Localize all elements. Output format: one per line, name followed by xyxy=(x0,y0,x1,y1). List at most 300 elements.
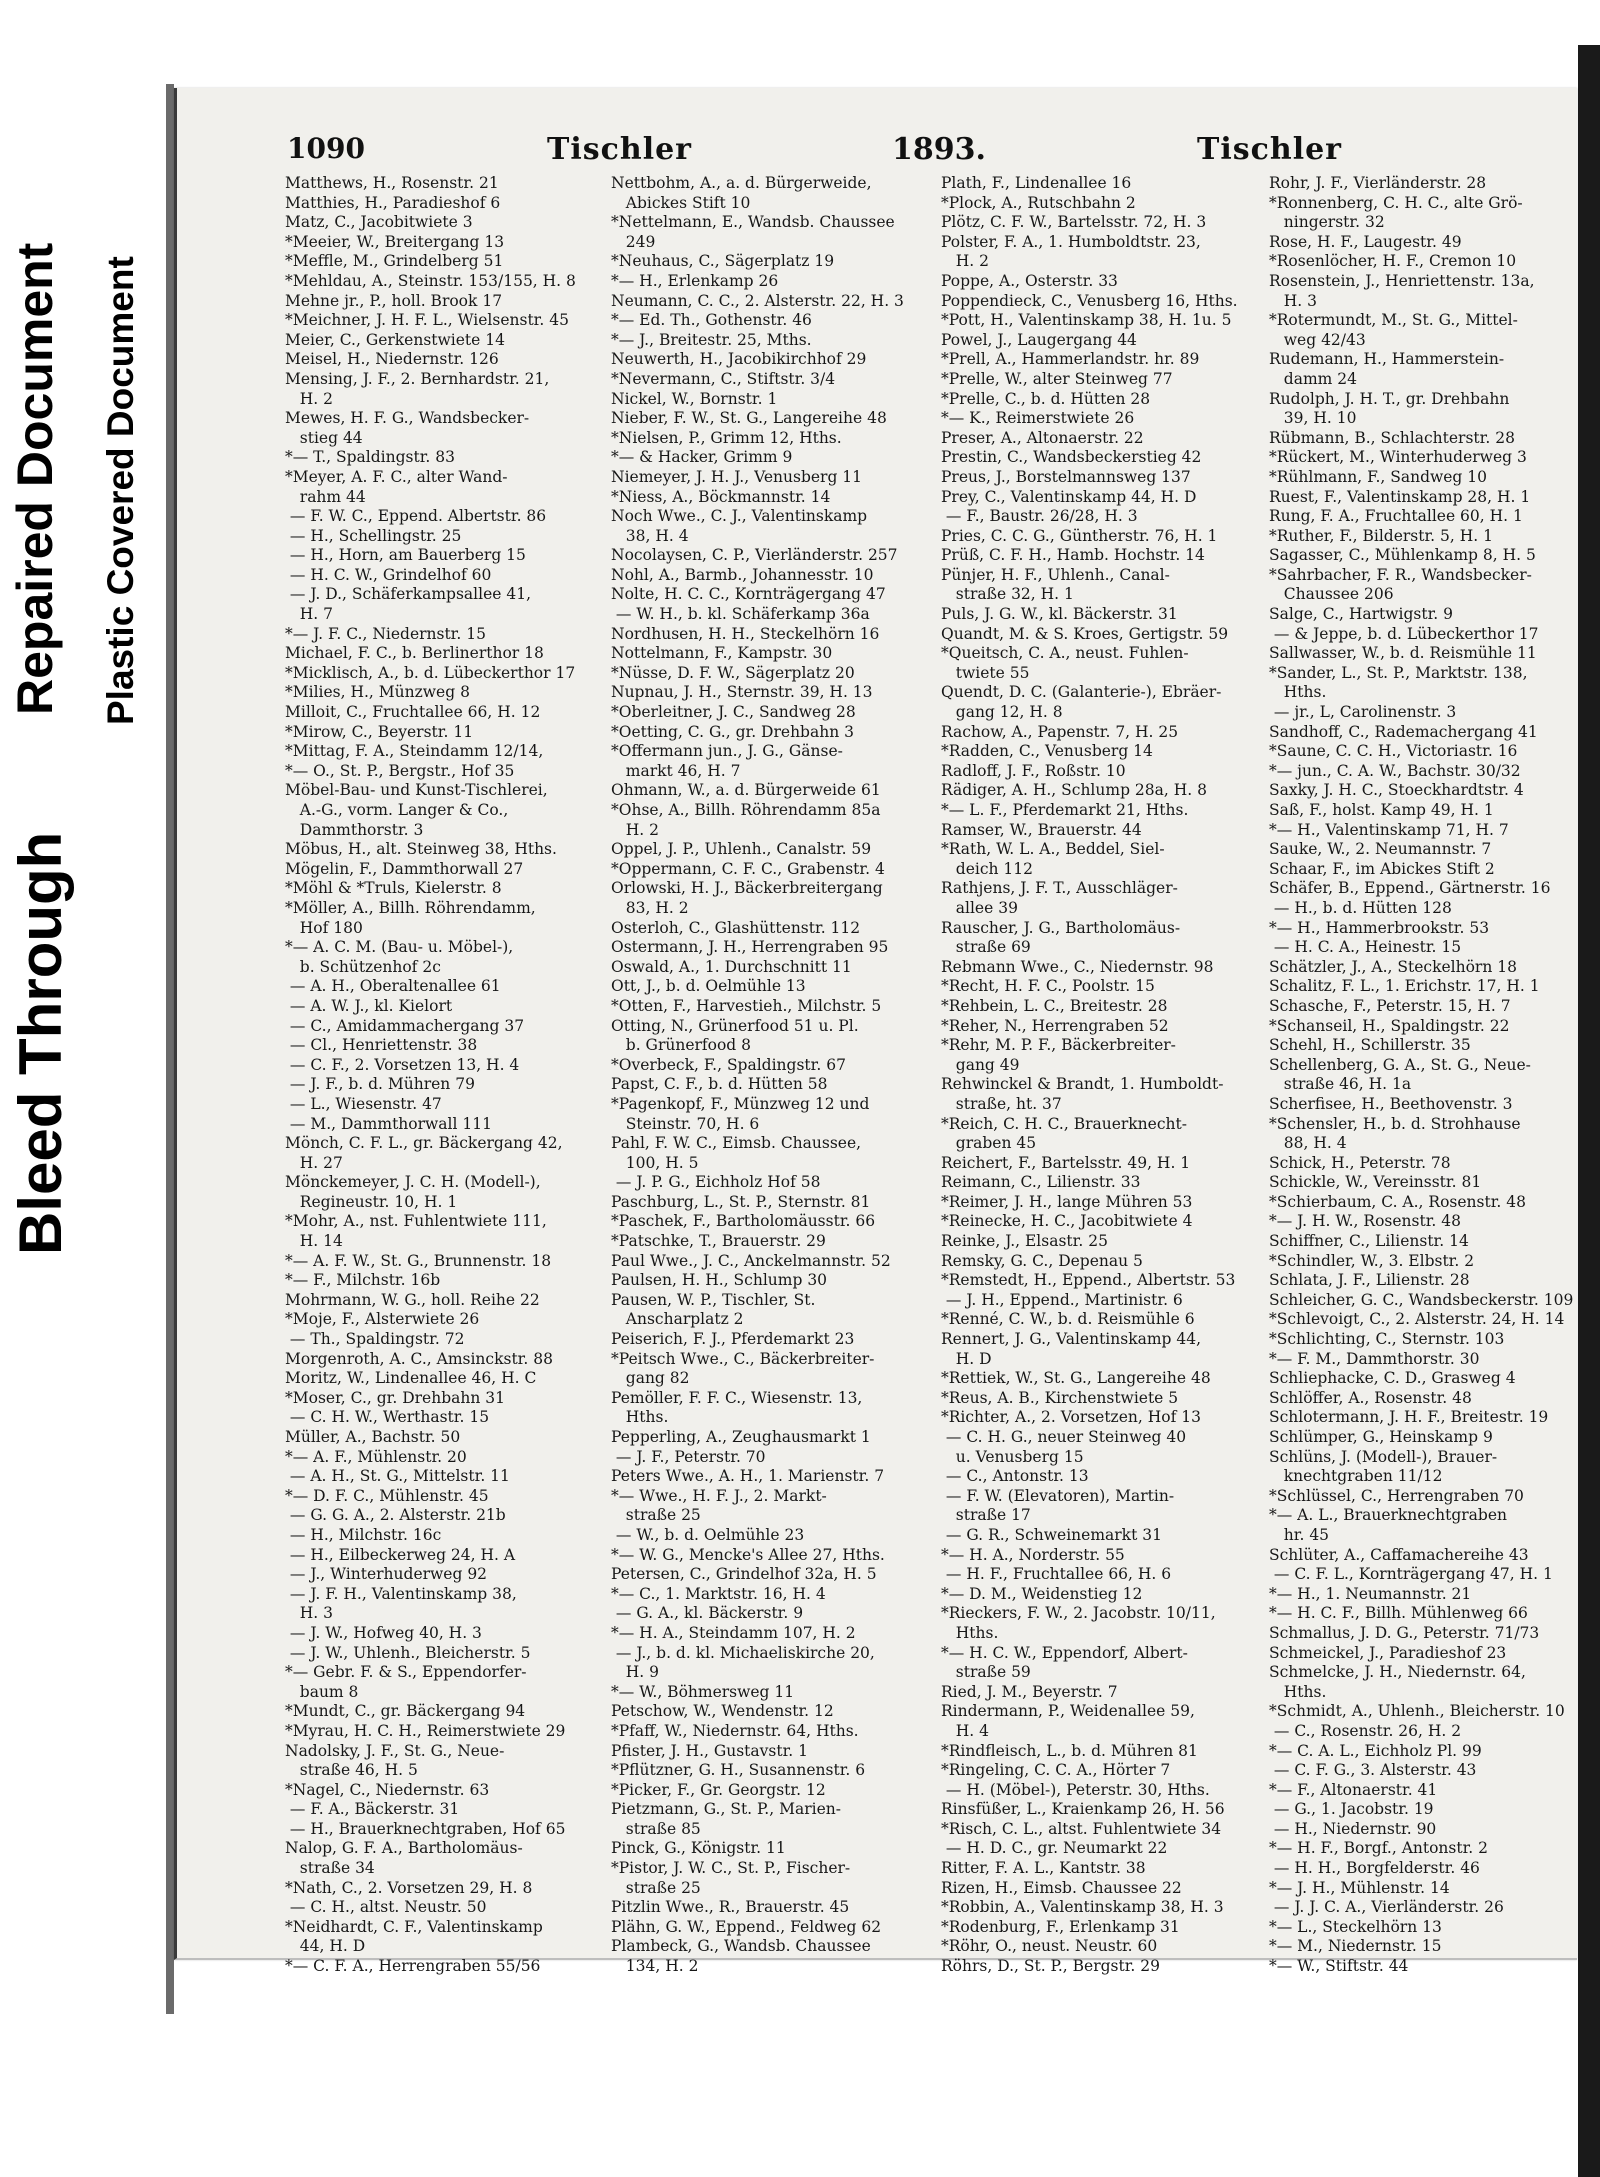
directory-entry: *Schanseil, H., Spaldingstr. 22 xyxy=(1269,1016,1510,1035)
directory-entry: *Nettelmann, E., Wandsb. Chaussee xyxy=(611,213,895,232)
directory-entry: *Saune, C. C. H., Victoriastr. 16 xyxy=(1269,742,1518,761)
directory-entry: Pitzlin Wwe., R., Brauerstr. 45 xyxy=(611,1898,850,1917)
directory-entry: — J. W., Uhlenh., Bleicherstr. 5 xyxy=(285,1643,531,1662)
directory-entry: — C. H., altst. Neustr. 50 xyxy=(285,1898,487,1917)
directory-entry: — jr., L, Carolinenstr. 3 xyxy=(1269,703,1457,722)
directory-entry: — J. J. C. A., Vierländerstr. 26 xyxy=(1269,1898,1504,1917)
directory-entry: *Prell, A., Hammerlandstr. hr. 89 xyxy=(941,350,1200,369)
directory-entry: 44, H. D xyxy=(285,1937,366,1956)
directory-entry: *— M., Niedernstr. 15 xyxy=(1269,1937,1442,1956)
directory-entry: H. 2 xyxy=(611,820,660,839)
directory-entry: — J. F. H., Valentinskamp 38, xyxy=(285,1584,517,1603)
directory-entry: Saß, F., holst. Kamp 49, H. 1 xyxy=(1269,801,1494,819)
directory-page xyxy=(174,88,1577,1976)
directory-entry: Rudolph, J. H. T., gr. Drehbahn xyxy=(1269,389,1510,408)
directory-entry: Schiffner, C., Lilienstr. 14 xyxy=(1269,1232,1469,1251)
directory-entry: Pinck, G., Königstr. 11 xyxy=(611,1839,786,1858)
directory-entry: H. 9 xyxy=(611,1663,660,1682)
directory-entry: *— A. F. W., St. G., Brunnenstr. 18 xyxy=(285,1251,552,1270)
directory-entry: Petschow, W., Wendenstr. 12 xyxy=(611,1702,834,1721)
directory-entry: Mensing, J. F., 2. Bernhardstr. 21, xyxy=(285,369,550,388)
directory-entry: — H., Horn, am Bauerberg 15 xyxy=(285,546,526,565)
directory-entry: *— H., Erlenkamp 26 xyxy=(611,271,779,290)
directory-entry: *Mohr, A., nst. Fuhlentwiete 111, xyxy=(285,1212,547,1231)
directory-entry: *Radden, C., Venusberg 14 xyxy=(941,742,1153,761)
directory-entry: Abickes Stift 10 xyxy=(611,193,751,212)
directory-entry: Hths. xyxy=(941,1623,999,1642)
directory-entry: — Th., Spaldingstr. 72 xyxy=(285,1330,465,1349)
directory-entry: 134, H. 2 xyxy=(611,1957,699,1976)
directory-entry: Peiserich, F. J., Pferdemarkt 23 xyxy=(611,1330,855,1349)
directory-entry: Paul Wwe., J. C., Anckelmannstr. 52 xyxy=(611,1251,891,1270)
directory-entry: Paschburg, L., St. P., Sternstr. 81 xyxy=(611,1192,871,1211)
directory-entry: H. 7 xyxy=(285,605,334,624)
directory-entry: *Nagel, C., Niedernstr. 63 xyxy=(285,1780,490,1799)
directory-entry: straße 69 xyxy=(941,938,1031,957)
directory-entry: Orlowski, H. J., Bäckerbreitergang xyxy=(611,879,883,898)
directory-entry: *Nath, C., 2. Vorsetzen 29, H. 8 xyxy=(285,1878,533,1897)
directory-entry: *Pfaff, W., Niedernstr. 64, Hths. xyxy=(611,1721,859,1740)
directory-entry: straße 32, H. 1 xyxy=(941,585,1074,604)
directory-entry: straße 46, H. 5 xyxy=(285,1761,418,1780)
directory-entry: *— A. F., Mühlenstr. 20 xyxy=(285,1447,467,1466)
directory-entry: Pemöller, F. F. C., Wiesenstr. 13, xyxy=(611,1388,863,1407)
directory-entry: — A. W. J., kl. Kielort xyxy=(285,996,453,1015)
directory-entry: *Rettiek, W., St. G., Langereihe 48 xyxy=(941,1369,1211,1388)
directory-entry: straße 85 xyxy=(611,1819,701,1838)
directory-entry: Ritter, F. A. L., Kantstr. 38 xyxy=(941,1859,1146,1878)
directory-entry: Michael, F. C., b. Berlinerthor 18 xyxy=(285,644,544,663)
directory-entry: — F., Baustr. 26/28, H. 3 xyxy=(941,507,1138,526)
directory-entry: — H., Brauerknechtgraben, Hof 65 xyxy=(285,1819,566,1838)
directory-entry: — F. W. C., Eppend. Albertstr. 86 xyxy=(285,507,547,526)
directory-entry: Matz, C., Jacobitwiete 3 xyxy=(285,213,473,232)
directory-entry: *— J. H. W., Rosenstr. 48 xyxy=(1269,1212,1461,1231)
directory-entry: Ramser, W., Brauerstr. 44 xyxy=(941,820,1142,839)
directory-entry: *Rosenlöcher, H. F., Cremon 10 xyxy=(1269,252,1517,271)
bleed-through-label: Bleed Through xyxy=(7,831,74,1255)
directory-entry: Paulsen, H. H., Schlump 30 xyxy=(611,1271,828,1290)
directory-entry: Nohl, A., Barmb., Johannesstr. 10 xyxy=(611,565,874,584)
directory-entry: Schellenberg, G. A., St. G., Neue- xyxy=(1269,1055,1531,1074)
directory-entry: Schick, H., Peterstr. 78 xyxy=(1269,1153,1451,1172)
directory-entry: *Moje, F., Alsterwiete 26 xyxy=(285,1310,480,1329)
directory-entry: — M., Dammthorwall 111 xyxy=(285,1114,492,1133)
directory-entry: — H. (Möbel-), Peterstr. 30, Hths. xyxy=(941,1780,1210,1799)
directory-entry: — W., b. d. Oelmühle 23 xyxy=(611,1525,805,1544)
directory-entry: Schlümper, G., Heinskamp 9 xyxy=(1269,1428,1493,1446)
directory-entry: H. 14 xyxy=(285,1232,343,1251)
directory-entry: *Meyer, A. F. C., alter Wand- xyxy=(285,467,508,486)
directory-entry: Rudemann, H., Hammerstein- xyxy=(1269,350,1505,369)
directory-entry: — C., Antonstr. 13 xyxy=(941,1467,1089,1486)
directory-entry: Schlotermann, J. H. F., Breitestr. 19 xyxy=(1269,1408,1549,1427)
directory-entry: *— W. G., Mencke's Allee 27, Hths. xyxy=(611,1545,885,1564)
directory-entry: *Reher, N., Herrengraben 52 xyxy=(941,1016,1169,1035)
directory-entry: *Oppermann, C. F. C., Grabenstr. 4 xyxy=(611,859,885,878)
directory-entry: gang 49 xyxy=(941,1055,1020,1074)
directory-entry: Petersen, C., Grindelhof 32a, H. 5 xyxy=(611,1565,877,1584)
directory-entry: *Schmidt, A., Uhlenh., Bleicherstr. 10 xyxy=(1269,1702,1565,1721)
plastic-covered-label: Plastic Covered Document xyxy=(100,256,141,725)
directory-entry: *Renné, C. W., b. d. Reismühle 6 xyxy=(941,1310,1195,1329)
directory-entry: — J., b. d. kl. Michaeliskirche 20, xyxy=(611,1643,875,1662)
directory-entry: Ostermann, J. H., Herrengraben 95 xyxy=(611,938,889,957)
directory-entry: — & Jeppe, b. d. Lübeckerthor 17 xyxy=(1269,624,1539,643)
directory-entry: *Rotermundt, M., St. G., Mittel- xyxy=(1269,311,1518,330)
directory-entry: — H., b. d. Hütten 128 xyxy=(1269,898,1452,917)
directory-entry: Schaar, F., im Abickes Stift 2 xyxy=(1269,859,1495,878)
directory-entry: baum 8 xyxy=(285,1682,359,1701)
directory-entry: *Sander, L., St. P., Marktstr. 138, xyxy=(1269,663,1528,682)
directory-entry: Schliephacke, C. D., Grasweg 4 xyxy=(1269,1369,1516,1388)
directory-entry: — L., Wiesenstr. 47 xyxy=(285,1094,442,1113)
directory-entry: straße 17 xyxy=(941,1506,1031,1525)
directory-entry: *Risch, C. L., altst. Fuhlentwiete 34 xyxy=(941,1819,1222,1838)
directory-entry: Schleicher, G. C., Wandsbeckerstr. 109 xyxy=(1269,1290,1574,1309)
directory-entry: Nadolsky, J. F., St. G., Neue- xyxy=(285,1741,505,1760)
directory-entry: Schmeickel, J., Paradieshof 23 xyxy=(1269,1643,1507,1662)
directory-entry: Sandhoff, C., Rademachergang 41 xyxy=(1269,722,1538,741)
directory-entry: *Overbeck, F., Spaldingstr. 67 xyxy=(611,1055,846,1074)
directory-entry: *Schensler, H., b. d. Strohhause xyxy=(1269,1114,1521,1133)
directory-entry: *Robbin, A., Valentinskamp 38, H. 3 xyxy=(941,1898,1224,1917)
directory-entry: *Oberleitner, J. C., Sandweg 28 xyxy=(611,703,856,722)
directory-entry: straße 25 xyxy=(611,1878,701,1897)
directory-entry: *Mittag, F. A., Steindamm 12/14, xyxy=(285,742,544,761)
directory-entry: Mögelin, F., Dammthorwall 27 xyxy=(285,859,524,878)
directory-entry: Sagasser, C., Mühlenkamp 8, H. 5 xyxy=(1269,546,1536,565)
directory-entry: *— C. F. A., Herrengraben 55/56 xyxy=(285,1957,541,1976)
directory-entry: gang 12, H. 8 xyxy=(941,703,1063,722)
directory-entry: Meier, C., Gerkenstwiete 14 xyxy=(285,330,505,349)
directory-entry: Poppendieck, C., Venusberg 16, Hths. xyxy=(941,291,1238,310)
directory-entry: *— H. C. W., Eppendorf, Albert- xyxy=(941,1643,1188,1662)
directory-entry: *Pott, H., Valentinskamp 38, H. 1u. 5 xyxy=(941,311,1232,330)
directory-entry: — C. F. L., Kornträgergang 47, H. 1 xyxy=(1269,1565,1553,1584)
directory-entry: Schickle, W., Vereinsstr. 81 xyxy=(1269,1173,1482,1192)
directory-entry: *Meichner, J. H. F. L., Wielsenstr. 45 xyxy=(285,311,569,330)
directory-entry: Peters Wwe., A. H., 1. Marienstr. 7 xyxy=(611,1467,885,1486)
directory-entry: Schlata, J. F., Lilienstr. 28 xyxy=(1269,1271,1470,1290)
directory-entry: b. Schützenhof 2c xyxy=(285,957,441,976)
directory-entry: *— H. A., Norderstr. 55 xyxy=(941,1545,1125,1564)
directory-entry: u. Venusberg 15 xyxy=(941,1447,1084,1466)
directory-entry: 88, H. 4 xyxy=(1269,1134,1347,1153)
directory-entry: *Otten, F., Harvestieh., Milchstr. 5 xyxy=(611,996,882,1015)
directory-entry: — J. F., b. d. Mühren 79 xyxy=(285,1075,475,1094)
directory-entry: Nupnau, J. H., Sternstr. 39, H. 13 xyxy=(611,683,873,702)
directory-entry: *— Ed. Th., Gothenstr. 46 xyxy=(611,311,812,330)
directory-entry: Nordhusen, H. H., Steckelhörn 16 xyxy=(611,624,880,643)
directory-entry: *— C., 1. Marktstr. 16, H. 4 xyxy=(611,1584,826,1603)
directory-entry: *Micklisch, A., b. d. Lübeckerthor 17 xyxy=(285,663,576,682)
directory-entry: *Rühlmann, F., Sandweg 10 xyxy=(1269,467,1487,486)
directory-entry: *Picker, F., Gr. Georgstr. 12 xyxy=(611,1780,826,1799)
directory-entry: *— A. L., Brauerknechtgraben xyxy=(1269,1506,1507,1525)
directory-entry: 100, H. 5 xyxy=(611,1153,699,1172)
directory-entry: Hof 180 xyxy=(285,918,363,937)
directory-column-1 xyxy=(285,174,605,1977)
directory-entry: — J. H., Eppend., Martinistr. 6 xyxy=(941,1290,1183,1309)
directory-entry: *— O., St. P., Bergstr., Hof 35 xyxy=(285,761,515,780)
directory-entry: H. 3 xyxy=(1269,291,1318,310)
directory-column-3 xyxy=(941,174,1261,1977)
directory-entry: Hths. xyxy=(1269,1682,1327,1701)
directory-entry: — H., Eilbeckerweg 24, H. A xyxy=(285,1545,516,1564)
directory-entry: *Pagenkopf, F., Münzweg 12 und xyxy=(611,1094,870,1113)
directory-entry: Röhrs, D., St. P., Bergstr. 29 xyxy=(941,1957,1160,1976)
directory-entry: Oppel, J. P., Uhlenh., Canalstr. 59 xyxy=(611,840,872,859)
directory-entry: knechtgraben 11/12 xyxy=(1269,1467,1443,1486)
directory-entry: Rathjens, J. F. T., Ausschläger- xyxy=(941,879,1178,898)
directory-entry: Milloit, C., Fruchtallee 66, H. 12 xyxy=(285,703,541,722)
directory-entry: *Nüsse, D. F. W., Sägerplatz 20 xyxy=(611,663,855,682)
page-number: 1090 xyxy=(287,132,365,165)
directory-entry: *— D. M., Weidenstieg 12 xyxy=(941,1584,1143,1603)
directory-entry: *Nielsen, P., Grimm 12, Hths. xyxy=(611,428,842,447)
directory-entry: Schmelcke, J. H., Niedernstr. 64, xyxy=(1269,1663,1526,1682)
directory-entry: Rosenstein, J., Henriettenstr. 13a, xyxy=(1269,271,1535,290)
directory-entry: *Patschke, T., Brauerstr. 29 xyxy=(611,1232,826,1251)
directory-entry: *Pflützner, G. H., Susannenstr. 6 xyxy=(611,1761,866,1780)
directory-entry: *Reich, C. H. C., Brauerknecht- xyxy=(941,1114,1187,1133)
directory-entry: — W. H., b. kl. Schäferkamp 36a xyxy=(611,605,870,624)
directory-entry: Plambeck, G., Wandsb. Chaussee xyxy=(611,1937,871,1956)
directory-entry: Rung, F. A., Fruchtallee 60, H. 1 xyxy=(1269,507,1523,526)
directory-entry: *Mundt, C., gr. Bäckergang 94 xyxy=(285,1702,526,1721)
directory-entry: *Nevermann, C., Stiftstr. 3/4 xyxy=(611,369,836,388)
directory-entry: *Rodenburg, F., Erlenkamp 31 xyxy=(941,1917,1180,1936)
directory-entry: *Rindfleisch, L., b. d. Mühren 81 xyxy=(941,1741,1198,1760)
directory-entry: Nottelmann, F., Kampstr. 30 xyxy=(611,644,833,663)
directory-entry: Mehne jr., P., holl. Brook 17 xyxy=(285,291,503,310)
directory-entry: *Schlüssel, C., Herrengraben 70 xyxy=(1269,1486,1524,1505)
directory-entry: Hths. xyxy=(611,1408,669,1427)
directory-entry: gang 82 xyxy=(611,1369,690,1388)
directory-entry: straße 25 xyxy=(611,1506,701,1525)
directory-entry: Powel, J., Laugergang 44 xyxy=(941,330,1137,349)
directory-entry: Möbel-Bau- und Kunst-Tischlerei, xyxy=(285,781,548,800)
directory-entry: *Ringeling, C. C. A., Hörter 7 xyxy=(941,1761,1171,1780)
directory-entry: straße, ht. 37 xyxy=(941,1094,1062,1113)
directory-entry: *Prelle, W., alter Steinweg 77 xyxy=(941,369,1173,388)
directory-entry: *— J. F. C., Niedernstr. 15 xyxy=(285,624,486,643)
directory-entry: *— Wwe., H. F. J., 2. Markt- xyxy=(611,1486,827,1505)
directory-entry: — C. F. G., 3. Alsterstr. 43 xyxy=(1269,1761,1477,1780)
directory-entry: weg 42/43 xyxy=(1269,330,1366,349)
directory-entry: *Remstedt, H., Eppend., Albertstr. 53 xyxy=(941,1271,1236,1290)
directory-entry: Preser, A., Altonaerstr. 22 xyxy=(941,428,1144,447)
directory-entry: Ried, J. M., Beyerstr. 7 xyxy=(941,1682,1118,1701)
directory-entry: *Möhl & *Truls, Kielerstr. 8 xyxy=(285,879,502,898)
directory-entry: markt 46, H. 7 xyxy=(611,761,741,780)
directory-columns xyxy=(285,174,1575,1976)
directory-entry: — C., Rosenstr. 26, H. 2 xyxy=(1269,1721,1462,1740)
directory-entry: Otting, N., Grünerfood 51 u. Pl. xyxy=(611,1016,859,1035)
directory-entry: *— H. C. F., Billh. Mühlenweg 66 xyxy=(1269,1604,1528,1623)
directory-entry: Dammthorstr. 3 xyxy=(285,820,424,839)
directory-entry: Sauke, W., 2. Neumannstr. 7 xyxy=(1269,840,1492,859)
directory-entry: — F. W. (Elevatoren), Martin- xyxy=(941,1486,1175,1505)
directory-entry: — J. F., Peterstr. 70 xyxy=(611,1447,766,1466)
directory-entry: *Reus, A. B., Kirchenstwiete 5 xyxy=(941,1388,1179,1407)
directory-entry: Prüß, C. F. H., Hamb. Hochstr. 14 xyxy=(941,546,1205,565)
directory-entry: Salge, C., Hartwigstr. 9 xyxy=(1269,605,1454,624)
directory-entry: *— A. C. M. (Bau- u. Möbel-), xyxy=(285,938,514,957)
directory-entry: *Queitsch, C. A., neust. Fuhlen- xyxy=(941,644,1189,663)
directory-entry: Rehwinckel & Brandt, 1. Humboldt- xyxy=(941,1075,1224,1094)
page-header xyxy=(287,132,1577,168)
directory-entry: Prey, C., Valentinskamp 44, H. D xyxy=(941,487,1197,506)
directory-entry: Pfister, J. H., Gustavstr. 1 xyxy=(611,1741,808,1760)
directory-entry: — C. F., 2. Vorsetzen 13, H. 4 xyxy=(285,1055,520,1074)
directory-entry: Puls, J. G. W., kl. Bäckerstr. 31 xyxy=(941,605,1178,624)
page-spine-shadow xyxy=(166,84,174,2014)
directory-entry: Nolte, H. C. C., Kornträgergang 47 xyxy=(611,585,886,604)
directory-entry: *— J. H., Mühlenstr. 14 xyxy=(1269,1878,1450,1897)
directory-entry: Hths. xyxy=(1269,683,1327,702)
directory-entry: Mönckemeyer, J. C. H. (Modell-), xyxy=(285,1173,541,1192)
directory-entry: — C. H. G., neuer Steinweg 40 xyxy=(941,1428,1187,1446)
directory-entry: H. 2 xyxy=(285,389,334,408)
directory-entry: *Ruther, F., Bilderstr. 5, H. 1 xyxy=(1269,526,1493,545)
header-left-title: Tischler xyxy=(547,132,692,167)
directory-entry: H. 27 xyxy=(285,1153,343,1172)
directory-entry: *Neidhardt, C. F., Valentinskamp xyxy=(285,1917,543,1936)
directory-entry: Osterloh, C., Glashüttenstr. 112 xyxy=(611,918,861,937)
directory-entry: *Pistor, J. W. C., St. P., Fischer- xyxy=(611,1859,851,1878)
directory-entry: 38, H. 4 xyxy=(611,526,689,545)
directory-entry: Preus, J., Borstelmannsweg 137 xyxy=(941,467,1191,486)
directory-entry: Rebmann Wwe., C., Niedernstr. 98 xyxy=(941,957,1214,976)
header-right-title: Tischler xyxy=(1197,132,1342,167)
directory-entry: *Ohse, A., Billh. Röhrendamm 85a xyxy=(611,801,881,819)
directory-entry: damm 24 xyxy=(1269,369,1357,388)
directory-entry: Ott, J., b. d. Oelmühle 13 xyxy=(611,977,806,996)
directory-entry: *— L., Steckelhörn 13 xyxy=(1269,1917,1442,1936)
directory-entry: Anscharplatz 2 xyxy=(611,1310,744,1329)
directory-entry: — J., Winterhuderweg 92 xyxy=(285,1565,488,1584)
directory-entry: *Meeier, W., Breitergang 13 xyxy=(285,232,505,251)
directory-entry: rahm 44 xyxy=(285,487,366,506)
directory-entry: Mohrmann, W. G., holl. Reihe 22 xyxy=(285,1290,540,1309)
directory-entry: Neuwerth, H., Jacobikirchhof 29 xyxy=(611,350,867,369)
directory-entry: — H., Niedernstr. 90 xyxy=(1269,1819,1437,1838)
directory-entry: Reinke, J., Elsastr. 25 xyxy=(941,1232,1108,1251)
directory-entry: *Offermann jun., J. G., Gänse- xyxy=(611,742,843,761)
directory-entry: — F. A., Bäckerstr. 31 xyxy=(285,1800,460,1819)
directory-entry: *— C. A. L., Eichholz Pl. 99 xyxy=(1269,1741,1482,1760)
directory-entry: Moritz, W., Lindenallee 46, H. C xyxy=(285,1369,537,1388)
directory-entry: *Milies, H., Münzweg 8 xyxy=(285,683,470,702)
directory-entry: Neumann, C. C., 2. Alsterstr. 22, H. 3 xyxy=(611,291,904,310)
directory-entry: Saxky, J. H. C., Stoeckhardtstr. 4 xyxy=(1269,781,1524,800)
directory-entry: Steinstr. 70, H. 6 xyxy=(611,1114,760,1133)
directory-entry: *Rückert, M., Winterhuderweg 3 xyxy=(1269,448,1527,467)
directory-entry: Noch Wwe., C. J., Valentinskamp xyxy=(611,507,868,526)
directory-entry: Reimann, C., Lilienstr. 33 xyxy=(941,1173,1141,1192)
directory-entry: Schmallus, J. D. G., Peterstr. 71/73 xyxy=(1269,1623,1540,1642)
directory-entry: *Richter, A., 2. Vorsetzen, Hof 13 xyxy=(941,1408,1201,1427)
directory-entry: *Plock, A., Rutschbahn 2 xyxy=(941,193,1136,212)
directory-entry: Rose, H. F., Laugestr. 49 xyxy=(1269,232,1462,251)
directory-entry: *Schindler, W., 3. Elbstr. 2 xyxy=(1269,1251,1475,1270)
directory-entry: Reichert, F., Bartelsstr. 49, H. 1 xyxy=(941,1153,1191,1172)
directory-entry: Nickel, W., Bornstr. 1 xyxy=(611,389,778,408)
directory-entry: — G., 1. Jacobstr. 19 xyxy=(1269,1800,1434,1819)
directory-entry: Pausen, W. P., Tischler, St. xyxy=(611,1290,816,1309)
directory-entry: Schalitz, F. L., 1. Erichstr. 17, H. 1 xyxy=(1269,977,1540,996)
directory-entry: Schäfer, B., Eppend., Gärtnerstr. 16 xyxy=(1269,879,1551,898)
directory-entry: deich 112 xyxy=(941,859,1034,878)
directory-entry: — C., Amidammachergang 37 xyxy=(285,1016,525,1035)
directory-entry: — H. C. W., Grindelhof 60 xyxy=(285,565,492,584)
directory-entry: Radloff, J. F., Roßstr. 10 xyxy=(941,761,1126,780)
directory-entry: Möbus, H., alt. Steinweg 38, Hths. xyxy=(285,840,557,859)
directory-entry: Nalop, G. F. A., Bartholomäus- xyxy=(285,1839,523,1858)
directory-entry: *Schierbaum, C. A., Rosenstr. 48 xyxy=(1269,1192,1526,1211)
directory-entry: Mönch, C. F. L., gr. Bäckergang 42, xyxy=(285,1134,563,1153)
directory-entry: — G. A., kl. Bäckerstr. 9 xyxy=(611,1604,804,1623)
directory-entry: graben 45 xyxy=(941,1134,1037,1153)
directory-entry: Papst, C. F., b. d. Hütten 58 xyxy=(611,1075,828,1094)
directory-entry: — J. P. G., Eichholz Hof 58 xyxy=(611,1173,821,1192)
directory-entry: Rohr, J. F., Vierländerstr. 28 xyxy=(1269,174,1487,192)
directory-entry: Remsky, G. C., Depenau 5 xyxy=(941,1251,1143,1270)
directory-entry: *— Gebr. F. & S., Eppendorfer- xyxy=(285,1663,527,1682)
directory-entry: *Rath, W. L. A., Beddel, Siel- xyxy=(941,840,1165,859)
directory-entry: *— & Hacker, Grimm 9 xyxy=(611,448,793,467)
directory-entry: Quandt, M. & S. Kroes, Gertigstr. 59 xyxy=(941,624,1229,643)
directory-entry: straße 59 xyxy=(941,1663,1031,1682)
directory-entry: *Neuhaus, C., Sägerplatz 19 xyxy=(611,252,835,271)
directory-entry: *— jun., C. A. W., Bachstr. 30/32 xyxy=(1269,761,1521,780)
directory-entry: Rinsfüßer, L., Kraienkamp 26, H. 56 xyxy=(941,1800,1225,1819)
directory-entry: *Paschek, F., Bartholomäusstr. 66 xyxy=(611,1212,876,1231)
directory-entry: — G. G. A., 2. Alsterstr. 21b xyxy=(285,1506,506,1525)
directory-entry: Polster, F. A., 1. Humboldtstr. 23, xyxy=(941,232,1201,251)
directory-entry: 39, H. 10 xyxy=(1269,409,1357,428)
directory-entry: — J. W., Hofweg 40, H. 3 xyxy=(285,1623,482,1642)
directory-entry: *Peitsch Wwe., C., Bäckerbreiter- xyxy=(611,1349,875,1368)
header-year: 1893. xyxy=(892,132,986,167)
directory-entry: Pries, C. C. G., Güntherstr. 76, H. 1 xyxy=(941,526,1218,545)
directory-entry: Morgenroth, A. C., Amsinckstr. 88 xyxy=(285,1349,553,1368)
directory-entry: *— J., Breitestr. 25, Mths. xyxy=(611,330,812,349)
directory-entry: Schlöffer, A., Rosenstr. 48 xyxy=(1269,1388,1472,1407)
directory-entry: Pietzmann, G., St. P., Marien- xyxy=(611,1800,841,1819)
directory-entry: *Rieckers, F. W., 2. Jacobstr. 10/11, xyxy=(941,1604,1216,1623)
directory-entry: — C. H. W., Werthastr. 15 xyxy=(285,1408,490,1427)
directory-entry: — Cl., Henriettenstr. 38 xyxy=(285,1036,478,1055)
side-labels xyxy=(0,0,150,1300)
directory-entry: *Schlevoigt, C., 2. Alsterstr. 24, H. 14 xyxy=(1269,1310,1565,1329)
directory-entry: *Moser, C., gr. Drehbahn 31 xyxy=(285,1388,505,1407)
directory-entry: Sallwasser, W., b. d. Reismühle 11 xyxy=(1269,644,1537,663)
directory-column-4 xyxy=(1269,174,1589,1977)
directory-entry: Poppe, A., Osterstr. 33 xyxy=(941,271,1118,290)
directory-entry: Matthews, H., Rosenstr. 21 xyxy=(285,174,499,192)
directory-entry: Oswald, A., 1. Durchschnitt 11 xyxy=(611,957,852,976)
directory-entry: Rauscher, J. G., Bartholomäus- xyxy=(941,918,1181,937)
directory-entry: *Myrau, H. C. H., Reimerstwiete 29 xyxy=(285,1721,566,1740)
directory-entry: stieg 44 xyxy=(285,428,363,447)
directory-entry: ningerstr. 32 xyxy=(1269,213,1385,232)
directory-entry: *Röhr, O., neust. Neustr. 60 xyxy=(941,1937,1158,1956)
directory-entry: Rizen, H., Eimsb. Chaussee 22 xyxy=(941,1878,1182,1897)
directory-entry: — H. H., Borgfelderstr. 46 xyxy=(1269,1859,1480,1878)
